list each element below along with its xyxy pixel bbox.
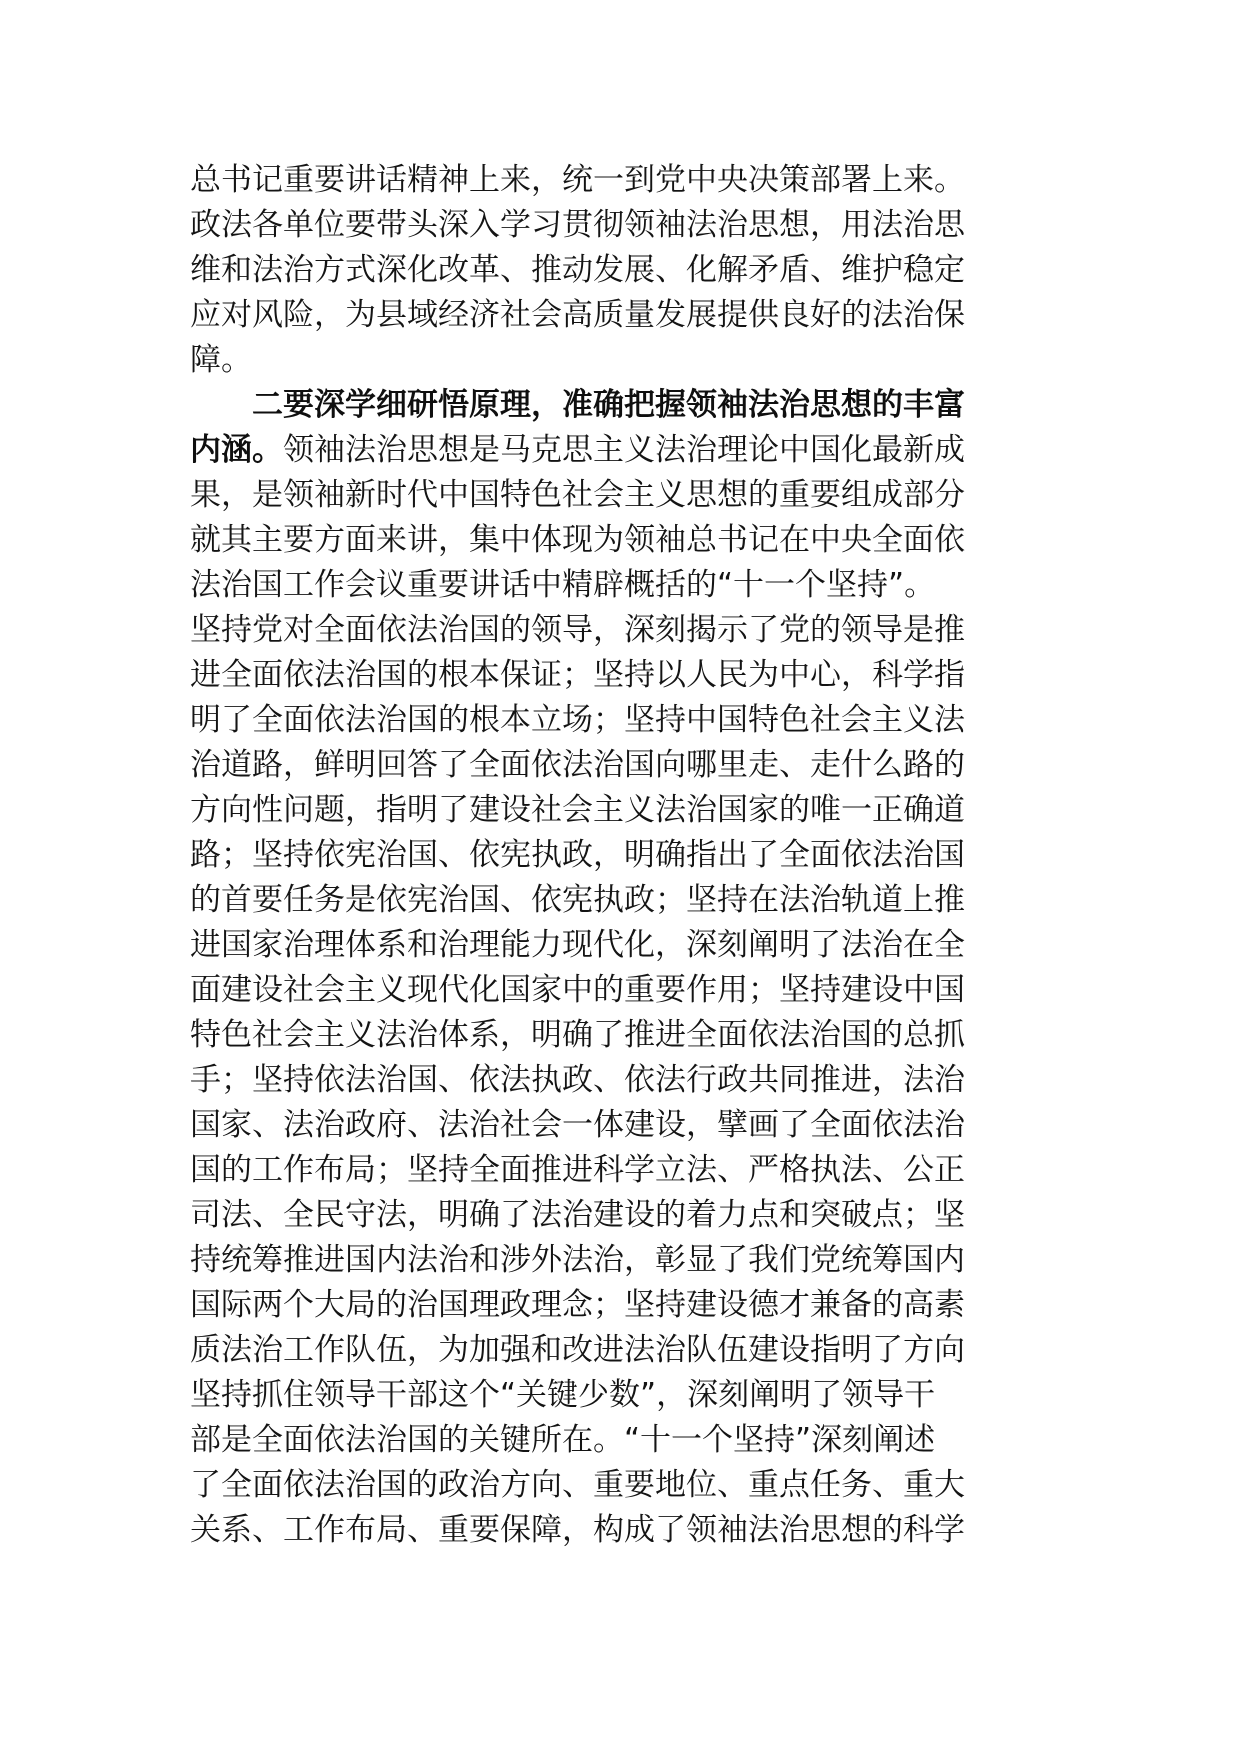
text-line: 路；坚持依宪治国、依宪执政，明确指出了全面依法治国 — [190, 837, 965, 873]
text-line: 维和法治方式深化改革、推动发展、化解矛盾、维护稳定 — [190, 252, 965, 288]
text-line: 质法治工作队伍，为加强和改进法治队伍建设指明了方向 — [190, 1332, 965, 1368]
text-line: 进国家治理体系和治理能力现代化，深刻阐明了法治在全 — [190, 927, 965, 963]
text-line: 特色社会主义法治体系，明确了推进全面依法治国的总抓 — [190, 1017, 965, 1053]
text-line: 障。 — [190, 342, 252, 378]
text-line: 国家、法治政府、法治社会一体建设，擘画了全面依法治 — [190, 1107, 965, 1143]
text-run: 领袖法治思想是马克思主义法治理论中国化最新成 — [283, 432, 965, 468]
section-heading-tail: 内涵。 — [190, 432, 283, 468]
text-line: 应对风险，为县域经济社会高质量发展提供良好的法治保 — [190, 297, 965, 333]
section-heading: 二要深学细研悟原理，准确把握领袖法治思想的丰富 — [252, 387, 965, 423]
text-line: 司法、全民守法，明确了法治建设的着力点和突破点；坚 — [190, 1197, 965, 1233]
text-line: 部是全面依法治国的关键所在。“十一个坚持”深刻阐述 — [190, 1422, 936, 1458]
text-line: 明了全面依法治国的根本立场；坚持中国特色社会主义法 — [190, 702, 965, 738]
text-line: 手；坚持依法治国、依法执政、依法行政共同推进，法治 — [190, 1062, 965, 1098]
body-text — [190, 158, 1060, 1553]
heading-continuation-line — [190, 428, 1060, 473]
text-line: 持统筹推进国内法治和涉外法治，彰显了我们党统筹国内 — [190, 1242, 965, 1278]
text-line: 坚持党对全面依法治国的领导，深刻揭示了党的领导是推 — [190, 612, 965, 648]
text-line: 坚持抓住领导干部这个“关键少数”，深刻阐明了领导干 — [190, 1377, 936, 1413]
text-line: 果，是领袖新时代中国特色社会主义思想的重要组成部分 — [190, 477, 965, 513]
text-line: 就其主要方面来讲，集中体现为领袖总书记在中央全面依 — [190, 522, 965, 558]
text-line: 的首要任务是依宪治国、依宪执政；坚持在法治轨道上推 — [190, 882, 965, 918]
text-line: 方向性问题，指明了建设社会主义法治国家的唯一正确道 — [190, 792, 965, 828]
text-line: 进全面依法治国的根本保证；坚持以人民为中心，科学指 — [190, 657, 965, 693]
text-line: 了全面依法治国的政治方向、重要地位、重点任务、重大 — [190, 1467, 965, 1503]
text-line: 国际两个大局的治国理政理念；坚持建设德才兼备的高素 — [190, 1287, 965, 1323]
text-line: 治道路，鲜明回答了全面依法治国向哪里走、走什么路的 — [190, 747, 965, 783]
text-line: 关系、工作布局、重要保障，构成了领袖法治思想的科学 — [190, 1512, 965, 1548]
text-line: 总书记重要讲话精神上来，统一到党中央决策部署上来。 — [190, 162, 965, 198]
text-line: 法治国工作会议重要讲话中精辟概括的“十一个坚持”。 — [190, 567, 936, 603]
text-line: 国的工作布局；坚持全面推进科学立法、严格执法、公正 — [190, 1152, 965, 1188]
text-line: 面建设社会主义现代化国家中的重要作用；坚持建设中国 — [190, 972, 965, 1008]
text-line: 政法各单位要带头深入学习贯彻领袖法治思想，用法治思 — [190, 207, 965, 243]
